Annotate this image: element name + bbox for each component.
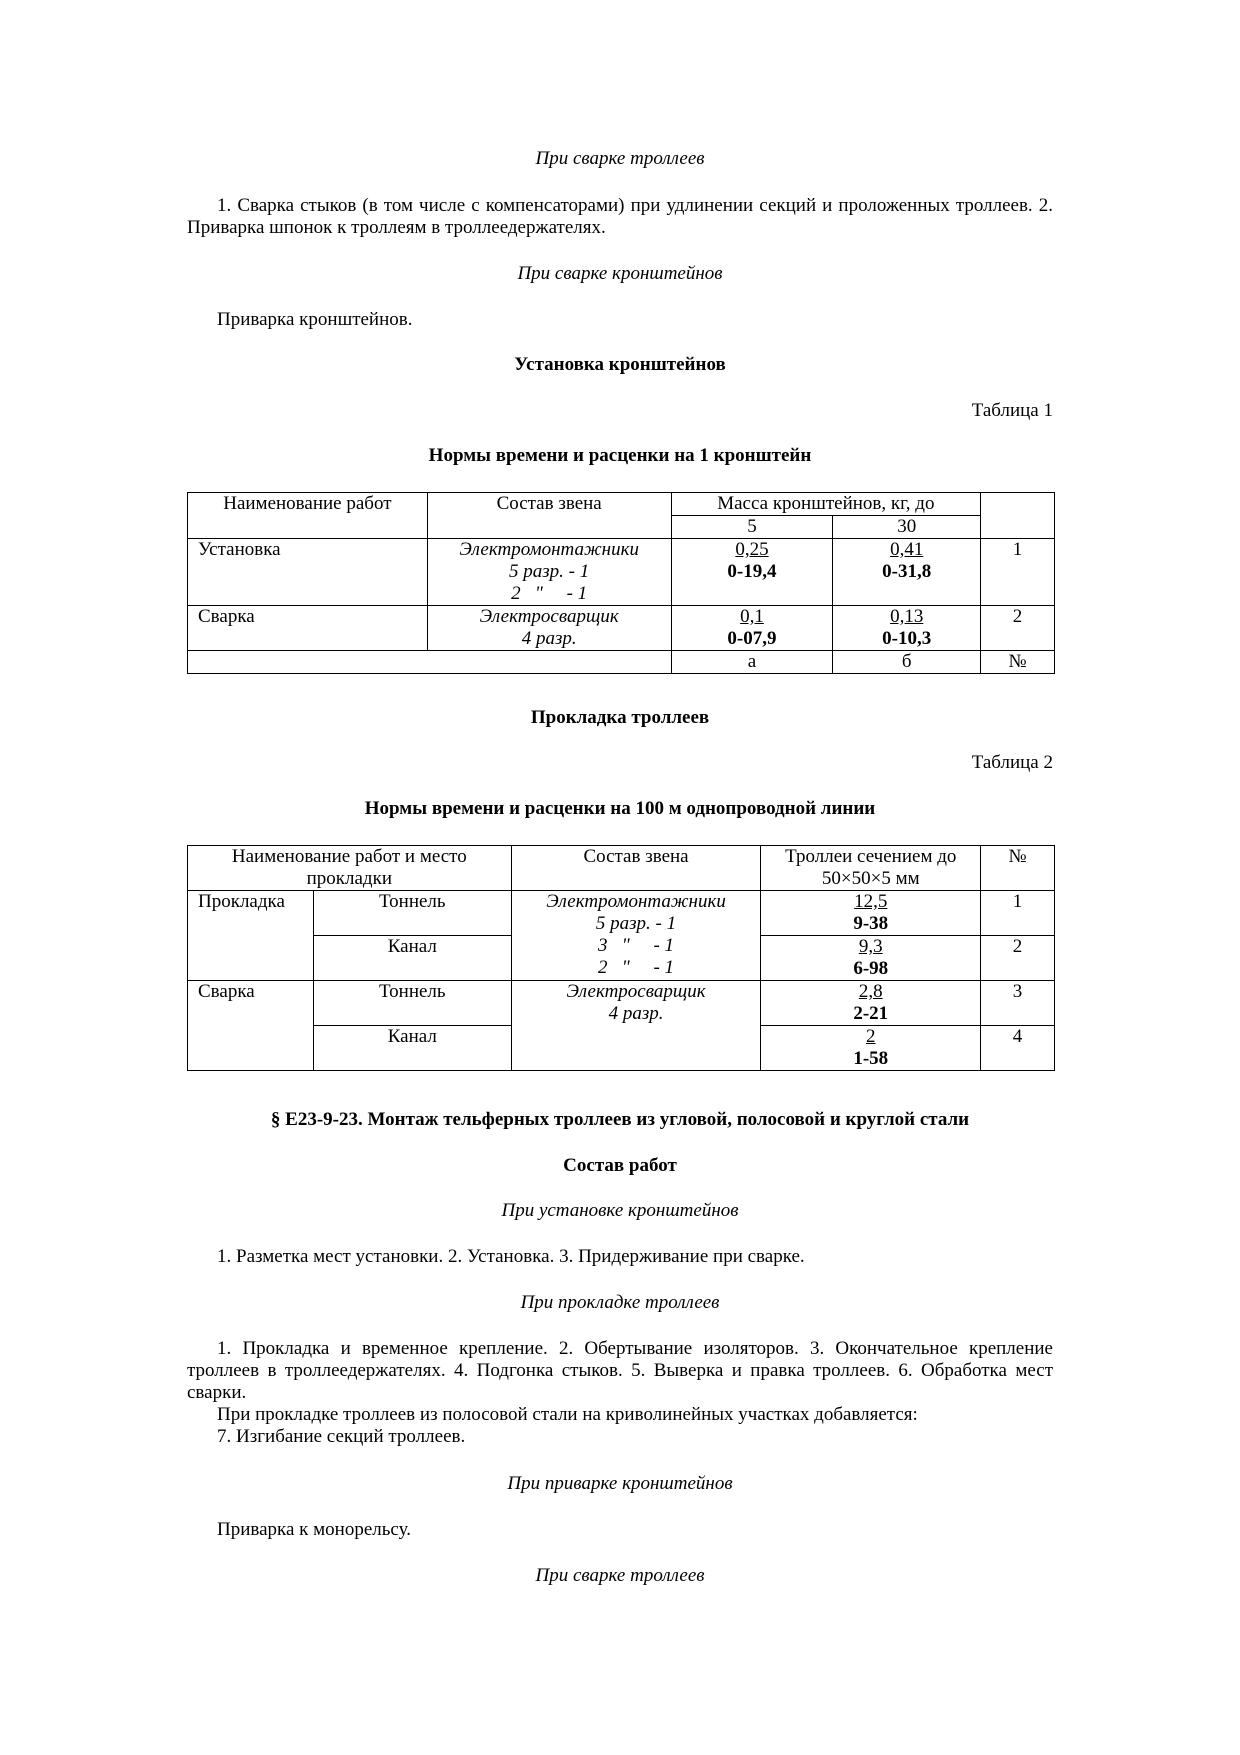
t2-row1-value: 12,5 9-38 <box>761 891 981 936</box>
paragraph-trolley-laying: 1. Прокладка и временное крепление. 2. Обертывание изоляторов. 3. Окончательное крепление троллеев в троллеедержателях. 4. Подгонка стыков. 5. Выверка и правка троллеев. 6. Обработка мест сварки. <box>187 1338 1053 1403</box>
t1-row1-num: 1 <box>981 539 1055 606</box>
t1-row2-work: Сварка <box>188 606 428 651</box>
heading-work-composition: Состав работ <box>563 1155 677 1176</box>
table-row <box>188 539 1055 606</box>
subheading-bracket-install: При установке кронштейнов <box>501 1200 739 1221</box>
t1-header-num <box>981 493 1055 539</box>
paragraph-trolley-laying-item7: 7. Изгибание секций троллеев. <box>217 1426 466 1447</box>
table-row <box>188 891 1055 936</box>
t2-group1-work: Прокладка <box>188 891 314 981</box>
subheading-trolley-laying: При прокладке троллеев <box>520 1292 720 1313</box>
t1-row1-b: 0,41 0-31,8 <box>833 539 981 606</box>
t1-header-mass-30: 30 <box>833 516 981 539</box>
table2-label: Таблица 2 <box>971 752 1053 773</box>
t1-row1-a: 0,25 0-19,4 <box>671 539 833 606</box>
t2-row2-num: 2 <box>981 936 1055 981</box>
t2-row2-place: Канал <box>313 936 511 981</box>
t1-header-work: Наименование работ <box>188 493 428 539</box>
t1-footer-a: а <box>671 651 833 674</box>
heading-bracket-install: Установка кронштейнов <box>514 354 726 375</box>
t1-header-mass-5: 5 <box>671 516 833 539</box>
subheading-trolley-welding: При сварке троллеев <box>535 148 705 169</box>
t2-row1-place: Тоннель <box>313 891 511 936</box>
t1-footer-empty <box>188 651 672 674</box>
t2-row3-value: 2,8 2-21 <box>761 981 981 1026</box>
t2-row3-num: 3 <box>981 981 1055 1026</box>
t2-row1-num: 1 <box>981 891 1055 936</box>
paragraph-trolley-welding: 1. Сварка стыков (в том числе с компенсаторами) при удлинении секций и проложенных троллеев. 2. Приварка шпонок к троллеям в троллеедержателях. <box>187 195 1053 238</box>
subheading-trolley-welding-2: При сварке троллеев <box>535 1565 705 1586</box>
t1-row1-crew: Электромонтажники 5 разр. - 1 2 " - 1 <box>427 539 671 606</box>
t2-group2-crew: Электросварщик 4 разр. <box>511 981 761 1071</box>
paragraph-bracket-install: 1. Разметка мест установки. 2. Установка. 3. Придерживание при сварке. <box>217 1246 805 1267</box>
t1-row2-num: 2 <box>981 606 1055 651</box>
t2-row4-num: 4 <box>981 1026 1055 1071</box>
subheading-bracket-welding: При сварке кронштейнов <box>517 263 723 284</box>
table-footer-row <box>188 651 1055 674</box>
t2-header-work: Наименование работ и место прокладки <box>188 846 512 891</box>
table1-title: Нормы времени и расценки на 1 кронштейн <box>428 445 812 466</box>
t2-header-trolley: Троллеи сечением до 50×50×5 мм <box>761 846 981 891</box>
t2-group2-work: Сварка <box>188 981 314 1071</box>
t2-row4-place: Канал <box>313 1026 511 1071</box>
t1-row2-crew: Электросварщик 4 разр. <box>427 606 671 651</box>
section-title: § Е23-9-23. Монтаж тельферных троллеев из угловой, полосовой и круглой стали <box>270 1109 970 1130</box>
t1-header-crew: Состав звена <box>427 493 671 539</box>
t1-row2-b: 0,13 0-10,3 <box>833 606 981 651</box>
t2-row3-place: Тоннель <box>313 981 511 1026</box>
t2-row2-value: 9,3 6-98 <box>761 936 981 981</box>
heading-trolley-laying: Прокладка троллеев <box>530 707 710 728</box>
paragraph-trolley-laying-note: При прокладке троллеев из полосовой стали на криволинейных участках добавляется: <box>217 1404 918 1425</box>
table-row <box>188 981 1055 1026</box>
t1-footer-num: № <box>981 651 1055 674</box>
table2-title: Нормы времени и расценки на 100 м однопроводной линии <box>364 798 876 819</box>
subheading-bracket-attach: При приварке кронштейнов <box>507 1473 733 1494</box>
paragraph-bracket-welding: Приварка кронштейнов. <box>217 309 413 330</box>
t1-row2-a: 0,1 0-07,9 <box>671 606 833 651</box>
t2-group1-crew: Электромонтажники 5 разр. - 1 3 " - 1 2 " - 1 <box>511 891 761 981</box>
table-row <box>188 606 1055 651</box>
table2 <box>187 845 1055 1071</box>
t2-header-crew: Состав звена <box>511 846 761 891</box>
t1-header-mass: Масса кронштейнов, кг, до <box>671 493 981 516</box>
t1-footer-b: б <box>833 651 981 674</box>
paragraph-bracket-attach: Приварка к монорельсу. <box>217 1519 411 1540</box>
table1 <box>187 492 1055 674</box>
t1-row1-work: Установка <box>188 539 428 606</box>
t2-row4-value: 2 1-58 <box>761 1026 981 1071</box>
table1-label: Таблица 1 <box>971 400 1053 421</box>
t2-header-num: № <box>981 846 1055 891</box>
